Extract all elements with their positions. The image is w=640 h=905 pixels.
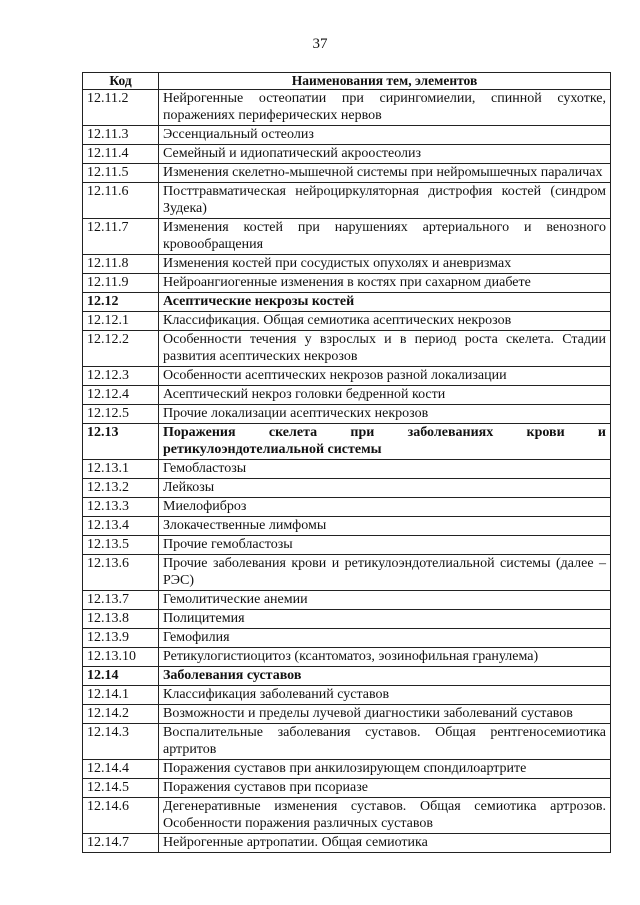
table-row — [83, 555, 611, 591]
row-code: 12.13.9 — [83, 629, 159, 648]
table-row — [83, 460, 611, 479]
table-row — [83, 331, 611, 367]
header-name: Наименования тем, элементов — [159, 73, 611, 90]
row-code: 12.13.4 — [83, 517, 159, 536]
row-code: 12.13.10 — [83, 648, 159, 667]
table-row — [83, 145, 611, 164]
row-name: Семейный и идиопатический акроостеолиз — [159, 145, 611, 164]
row-name: Изменения скелетно-мышечной системы при нейромышечных параличах — [159, 164, 611, 183]
row-name: Прочие локализации асептических некрозов — [159, 405, 611, 424]
table-row — [83, 610, 611, 629]
table-header-row — [83, 73, 611, 90]
row-name: Нейроангиогенные изменения в костях при сахарном диабете — [159, 274, 611, 293]
table-row — [83, 479, 611, 498]
row-code: 12.11.4 — [83, 145, 159, 164]
table-row — [83, 367, 611, 386]
row-code: 12.13.1 — [83, 460, 159, 479]
row-code: 12.14 — [83, 667, 159, 686]
row-code: 12.12.2 — [83, 331, 159, 367]
row-code: 12.11.8 — [83, 255, 159, 274]
row-code: 12.13.5 — [83, 536, 159, 555]
table-row — [83, 386, 611, 405]
row-code: 12.11.7 — [83, 219, 159, 255]
row-name: Эссенциальный остеолиз — [159, 126, 611, 145]
table-row — [83, 834, 611, 853]
table-row — [83, 274, 611, 293]
page-number: 37 — [312, 36, 328, 52]
table-row — [83, 686, 611, 705]
row-name: Асептический некроз головки бедренной кости — [159, 386, 611, 405]
table-row — [83, 591, 611, 610]
row-code: 12.12.4 — [83, 386, 159, 405]
row-name: Дегенеративные изменения суставов. Общая семиотика артрозов. Особенности поражения различных суставов — [159, 798, 611, 834]
row-code: 12.11.3 — [83, 126, 159, 145]
header-code: Код — [83, 73, 159, 90]
row-name: Посттравматическая нейроциркуляторная дистрофия костей (синдром Зудека) — [159, 183, 611, 219]
row-name: Изменения костей при нарушениях артериального и венозного кровообращения — [159, 219, 611, 255]
row-name: Классификация заболеваний суставов — [159, 686, 611, 705]
row-name: Прочие гемобластозы — [159, 536, 611, 555]
section-row — [83, 293, 611, 312]
row-name: Ретикулогистиоцитоз (ксантоматоз, эозинофильная гранулема) — [159, 648, 611, 667]
row-code: 12.14.6 — [83, 798, 159, 834]
row-name: Поражения суставов при анкилозирующем спондилоартрите — [159, 760, 611, 779]
row-code: 12.12.5 — [83, 405, 159, 424]
row-code: 12.14.4 — [83, 760, 159, 779]
row-code: 12.13.3 — [83, 498, 159, 517]
row-code: 12.13.7 — [83, 591, 159, 610]
row-name: Злокачественные лимфомы — [159, 517, 611, 536]
row-name: Классификация. Общая семиотика асептических некрозов — [159, 312, 611, 331]
table-row — [83, 126, 611, 145]
table-row — [83, 405, 611, 424]
row-code: 12.14.5 — [83, 779, 159, 798]
table-row — [83, 798, 611, 834]
row-code: 12.13.6 — [83, 555, 159, 591]
row-name: Лейкозы — [159, 479, 611, 498]
row-name: Миелофиброз — [159, 498, 611, 517]
row-name: Заболевания суставов — [159, 667, 611, 686]
table-row — [83, 705, 611, 724]
row-code: 12.11.2 — [83, 90, 159, 126]
table-row — [83, 164, 611, 183]
row-code: 12.11.5 — [83, 164, 159, 183]
table-row — [83, 312, 611, 331]
row-name: Возможности и пределы лучевой диагностики заболеваний суставов — [159, 705, 611, 724]
row-code: 12.14.1 — [83, 686, 159, 705]
table-row — [83, 498, 611, 517]
row-name: Изменения костей при сосудистых опухолях и аневризмах — [159, 255, 611, 274]
section-row — [83, 667, 611, 686]
row-code: 12.12.1 — [83, 312, 159, 331]
topics-table — [82, 72, 611, 853]
row-code: 12.14.3 — [83, 724, 159, 760]
row-name: Поражения скелета при заболеваниях крови и ретикулоэндотелиальной системы — [159, 424, 611, 460]
table-body — [83, 90, 611, 853]
row-code: 12.14.7 — [83, 834, 159, 853]
table-row — [83, 90, 611, 126]
row-code: 12.13.2 — [83, 479, 159, 498]
row-name: Нейрогенные остеопатии при сирингомиелии, спинной сухотке, поражениях периферических нервов — [159, 90, 611, 126]
row-code: 12.12.3 — [83, 367, 159, 386]
row-name: Полицитемия — [159, 610, 611, 629]
table-row — [83, 219, 611, 255]
row-code: 12.13 — [83, 424, 159, 460]
table-row — [83, 255, 611, 274]
row-code: 12.11.9 — [83, 274, 159, 293]
row-name: Нейрогенные артропатии. Общая семиотика — [159, 834, 611, 853]
row-name: Особенности асептических некрозов разной локализации — [159, 367, 611, 386]
row-name: Гемобластозы — [159, 460, 611, 479]
table-row — [83, 629, 611, 648]
table-row — [83, 760, 611, 779]
row-name: Особенности течения у взрослых и в период роста скелета. Стадии развития асептических некрозов — [159, 331, 611, 367]
row-name: Прочие заболевания крови и ретикулоэндотелиальной системы (далее – РЭС) — [159, 555, 611, 591]
row-code: 12.13.8 — [83, 610, 159, 629]
row-name: Гемофилия — [159, 629, 611, 648]
row-name: Гемолитические анемии — [159, 591, 611, 610]
table-row — [83, 648, 611, 667]
section-row — [83, 424, 611, 460]
row-name: Поражения суставов при псориазе — [159, 779, 611, 798]
table-row — [83, 183, 611, 219]
table-row — [83, 779, 611, 798]
row-code: 12.11.6 — [83, 183, 159, 219]
table-row — [83, 724, 611, 760]
row-name: Асептические некрозы костей — [159, 293, 611, 312]
table-row — [83, 536, 611, 555]
table-row — [83, 517, 611, 536]
row-code: 12.14.2 — [83, 705, 159, 724]
row-name: Воспалительные заболевания суставов. Общая рентгеносемиотика артритов — [159, 724, 611, 760]
row-code: 12.12 — [83, 293, 159, 312]
